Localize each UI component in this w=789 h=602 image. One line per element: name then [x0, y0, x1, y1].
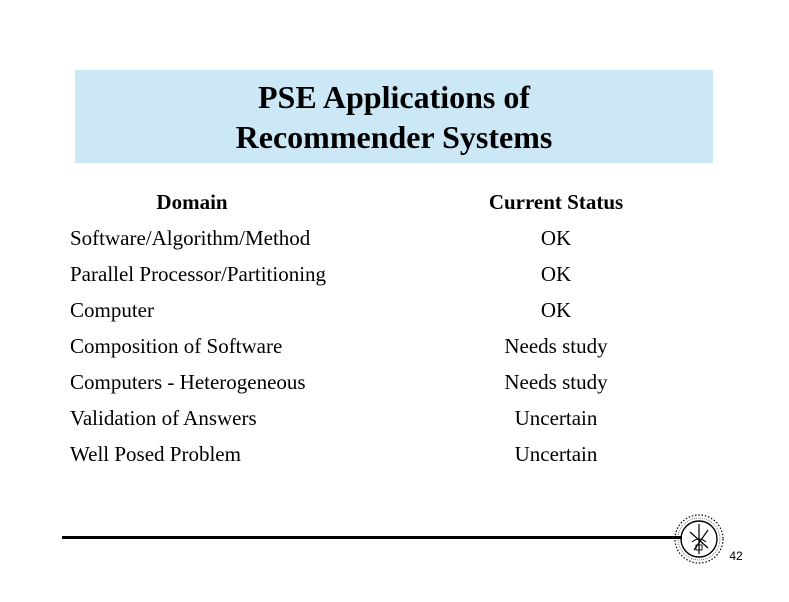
table-row	[70, 256, 690, 292]
domain-cell: Software/Algorithm/Method	[70, 226, 311, 250]
status-cell: Uncertain	[514, 406, 598, 430]
page-number: 42	[729, 549, 743, 563]
status-cell: OK	[540, 262, 572, 286]
table-row	[70, 400, 690, 436]
domain-cell: Well Posed Problem	[70, 442, 241, 466]
status-cell: Needs study	[504, 334, 608, 358]
status-column-header: Current Status	[488, 190, 624, 214]
domain-column-header: Domain	[156, 190, 228, 214]
table-row	[70, 292, 690, 328]
status-cell: OK	[540, 298, 572, 322]
slide-title-line-1: PSE Applications of	[257, 78, 531, 115]
table-row	[70, 436, 690, 472]
applications-table	[70, 184, 690, 472]
university-seal-icon	[672, 512, 726, 566]
footer-divider	[62, 536, 682, 539]
title-banner	[75, 70, 713, 163]
domain-cell: Computers - Heterogeneous	[70, 370, 306, 394]
table-header-row	[70, 184, 690, 220]
domain-cell: Validation of Answers	[70, 406, 257, 430]
status-cell: Needs study	[504, 370, 608, 394]
table-row	[70, 328, 690, 364]
status-cell: OK	[540, 226, 572, 250]
table-row	[70, 364, 690, 400]
domain-cell: Computer	[70, 298, 154, 322]
domain-cell: Parallel Processor/Partitioning	[70, 262, 327, 286]
slide-title-line-2: Recommender Systems	[235, 118, 553, 155]
table-row	[70, 220, 690, 256]
domain-cell: Composition of Software	[70, 334, 283, 358]
status-cell: Uncertain	[514, 442, 598, 466]
